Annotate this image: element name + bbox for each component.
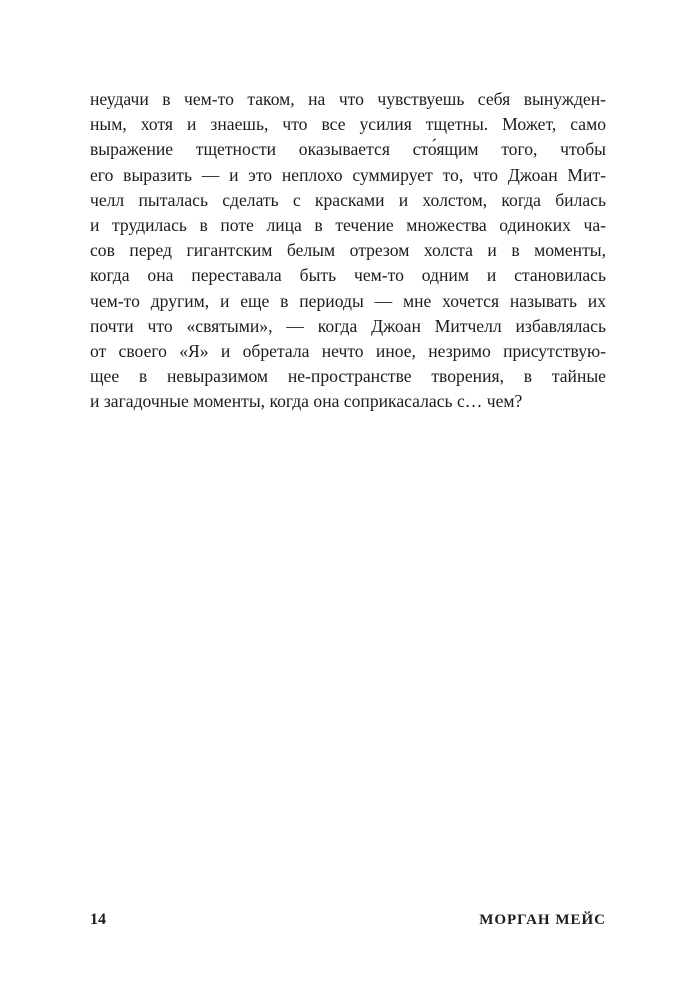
text-line: когда она переставала быть чем-то одним и становилась [90,265,606,286]
text-line: неудачи в чем-то таком, на что чувствуешь себя вынужден- [90,89,606,109]
text-line: его выразить — и это неплохо суммирует то, что Джоан Мит- [90,164,606,185]
text-line: и загадочные моменты, когда она соприкасалась с… чем? [90,391,523,412]
text-line: челл пыталась сделать с красками и холстом, когда билась [90,189,606,210]
text-line: почти что «святыми», — когда Джоан Митчелл избавлялась [90,315,606,336]
text-line: и трудилась в поте лица в течение множества одиноких ча- [90,215,606,236]
text-line: от своего «Я» и обретала нечто иное, незримо присутствую- [90,341,606,362]
author-running-head: МОРГАН МЕЙС [479,912,606,928]
page-number: 14 [90,911,106,928]
text-line: щее в невыразимом не-пространстве творения, в тайные [90,366,606,387]
text-line: ным, хотя и знаешь, что все усилия тщетны. Может, само [90,114,606,135]
text-line: выражение тщетности оказывается сто́ящим того, чтобы [90,139,606,160]
text-line: сов перед гигантским белым отрезом холста и в моменты, [90,240,606,261]
body-text [90,87,606,415]
text-line: чем-то другим, и еще в периоды — мне хочется называть их [90,290,606,311]
